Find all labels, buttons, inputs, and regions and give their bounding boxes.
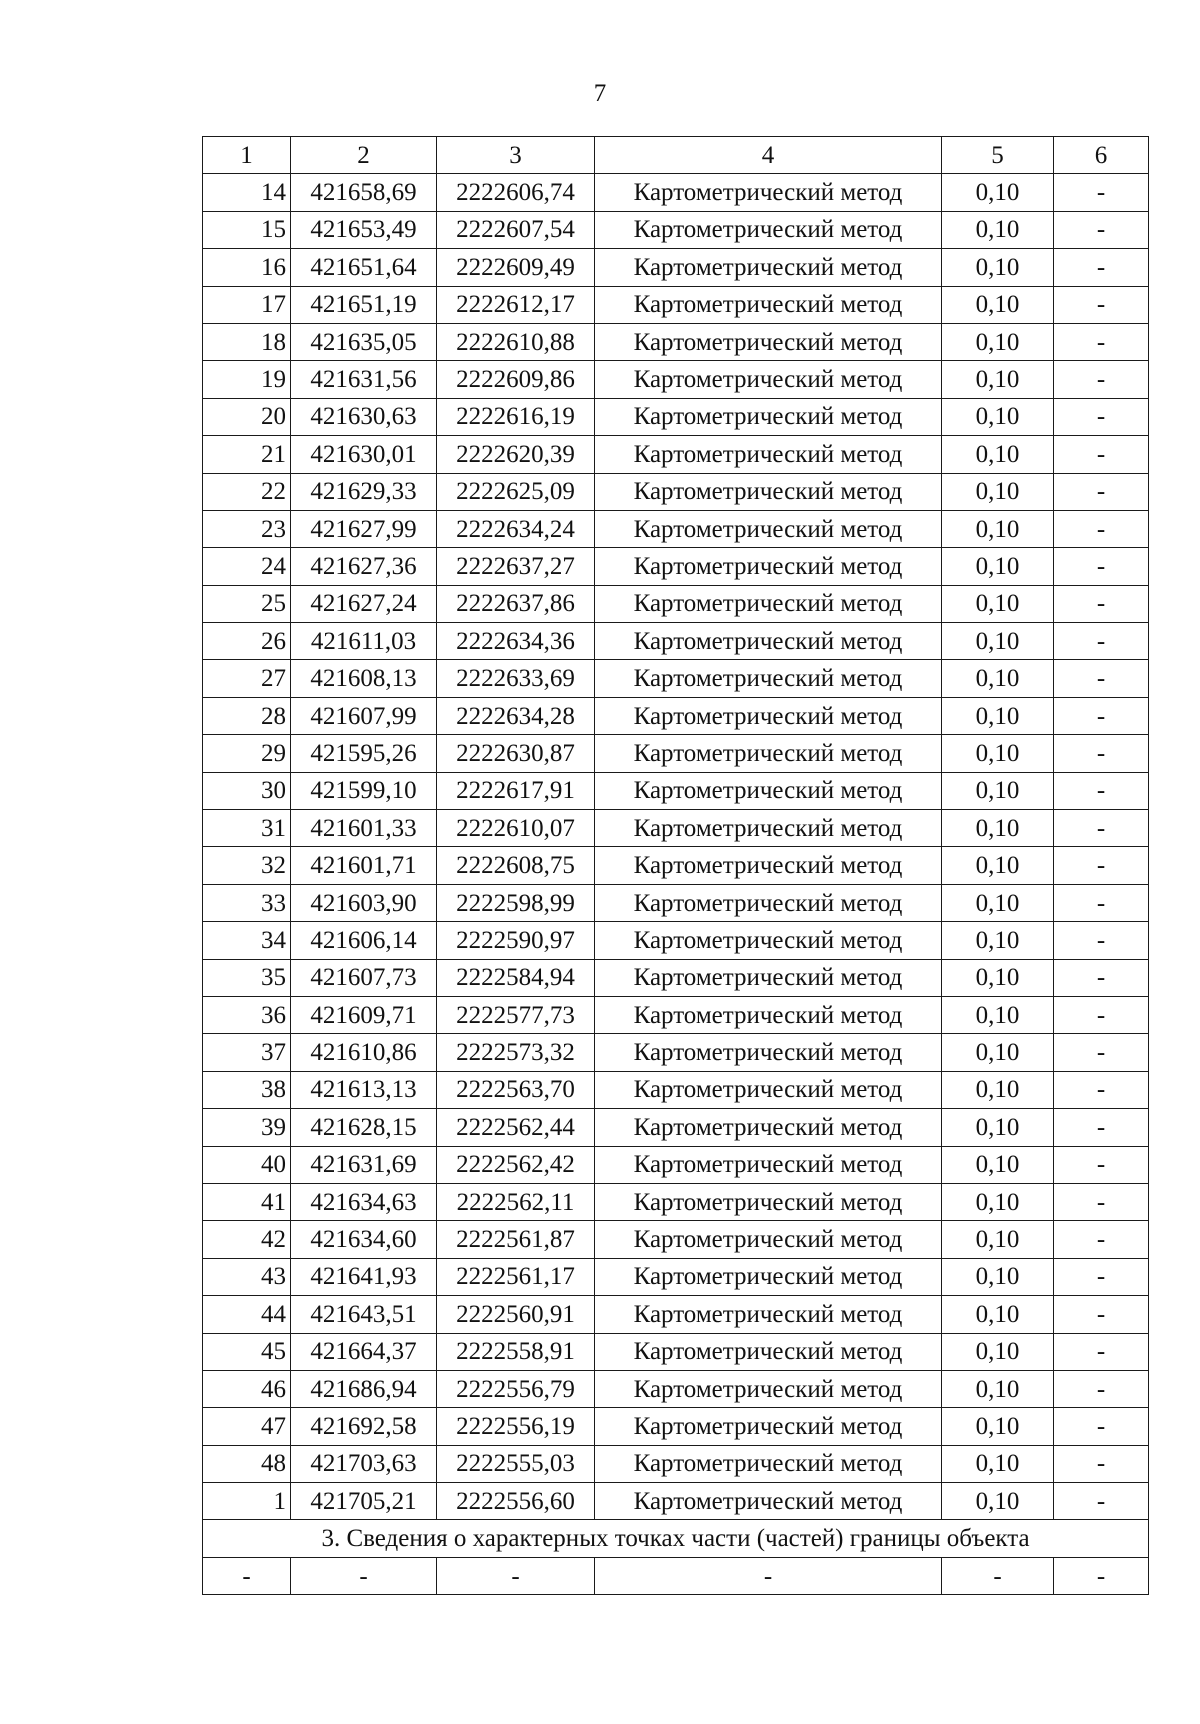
note-cell: - <box>1054 1483 1149 1520</box>
x-coordinate-cell: 421658,69 <box>291 174 437 211</box>
note-cell: - <box>1054 286 1149 323</box>
x-coordinate-cell: 421627,24 <box>291 585 437 622</box>
accuracy-cell: 0,10 <box>942 1483 1054 1520</box>
y-coordinate-cell: 2222616,19 <box>437 398 595 435</box>
method-cell: Картометрический метод <box>595 1370 942 1407</box>
note-cell: - <box>1054 1034 1149 1071</box>
table-row <box>203 810 1149 847</box>
point-number-cell: 1 <box>203 1483 291 1520</box>
table-row <box>203 996 1149 1033</box>
method-cell: Картометрический метод <box>595 211 942 248</box>
note-cell: - <box>1054 1370 1149 1407</box>
accuracy-cell: 0,10 <box>942 660 1054 697</box>
x-coordinate-cell: 421611,03 <box>291 623 437 660</box>
x-coordinate-cell: 421601,71 <box>291 847 437 884</box>
method-cell: Картометрический метод <box>595 1408 942 1445</box>
table-row <box>203 361 1149 398</box>
accuracy-cell: 0,10 <box>942 1408 1054 1445</box>
table-row <box>203 922 1149 959</box>
y-coordinate-cell: 2222633,69 <box>437 660 595 697</box>
table-row <box>203 548 1149 585</box>
x-coordinate-cell: 421630,01 <box>291 436 437 473</box>
y-coordinate-cell: 2222617,91 <box>437 772 595 809</box>
method-cell: Картометрический метод <box>595 286 942 323</box>
accuracy-cell: 0,10 <box>942 585 1054 622</box>
point-number-cell: 30 <box>203 772 291 809</box>
empty-cell: - <box>1054 1557 1149 1594</box>
table-row <box>203 1445 1149 1482</box>
page-number: 7 <box>593 80 607 107</box>
accuracy-cell: 0,10 <box>942 1109 1054 1146</box>
method-cell: Картометрический метод <box>595 398 942 435</box>
point-number-cell: 24 <box>203 548 291 585</box>
y-coordinate-cell: 2222590,97 <box>437 922 595 959</box>
table-row <box>203 697 1149 734</box>
header-cell: 4 <box>595 137 942 174</box>
note-cell: - <box>1054 660 1149 697</box>
section-empty-row <box>203 1557 1149 1594</box>
accuracy-cell: 0,10 <box>942 623 1054 660</box>
note-cell: - <box>1054 623 1149 660</box>
header-cell: 5 <box>942 137 1054 174</box>
table-row <box>203 510 1149 547</box>
method-cell: Картометрический метод <box>595 1034 942 1071</box>
boundary-points-table <box>202 136 1149 1595</box>
y-coordinate-cell: 2222556,19 <box>437 1408 595 1445</box>
accuracy-cell: 0,10 <box>942 810 1054 847</box>
x-coordinate-cell: 421651,64 <box>291 249 437 286</box>
note-cell: - <box>1054 436 1149 473</box>
y-coordinate-cell: 2222598,99 <box>437 884 595 921</box>
x-coordinate-cell: 421607,73 <box>291 959 437 996</box>
note-cell: - <box>1054 249 1149 286</box>
x-coordinate-cell: 421627,99 <box>291 510 437 547</box>
method-cell: Картометрический метод <box>595 548 942 585</box>
point-number-cell: 23 <box>203 510 291 547</box>
method-cell: Картометрический метод <box>595 996 942 1033</box>
y-coordinate-cell: 2222634,24 <box>437 510 595 547</box>
table-row <box>203 585 1149 622</box>
x-coordinate-cell: 421603,90 <box>291 884 437 921</box>
point-number-cell: 45 <box>203 1333 291 1370</box>
x-coordinate-cell: 421628,15 <box>291 1109 437 1146</box>
point-number-cell: 14 <box>203 174 291 211</box>
y-coordinate-cell: 2222563,70 <box>437 1071 595 1108</box>
note-cell: - <box>1054 1445 1149 1482</box>
table-row <box>203 1258 1149 1295</box>
x-coordinate-cell: 421610,86 <box>291 1034 437 1071</box>
x-coordinate-cell: 421631,56 <box>291 361 437 398</box>
point-number-cell: 44 <box>203 1296 291 1333</box>
method-cell: Картометрический метод <box>595 847 942 884</box>
note-cell: - <box>1054 1258 1149 1295</box>
point-number-cell: 27 <box>203 660 291 697</box>
accuracy-cell: 0,10 <box>942 847 1054 884</box>
x-coordinate-cell: 421601,33 <box>291 810 437 847</box>
table-row <box>203 660 1149 697</box>
section-title-row <box>203 1520 1149 1557</box>
empty-cell: - <box>203 1557 291 1594</box>
note-cell: - <box>1054 361 1149 398</box>
point-number-cell: 48 <box>203 1445 291 1482</box>
note-cell: - <box>1054 735 1149 772</box>
table-row <box>203 847 1149 884</box>
table-row <box>203 623 1149 660</box>
note-cell: - <box>1054 1333 1149 1370</box>
accuracy-cell: 0,10 <box>942 249 1054 286</box>
note-cell: - <box>1054 1146 1149 1183</box>
accuracy-cell: 0,10 <box>942 772 1054 809</box>
x-coordinate-cell: 421631,69 <box>291 1146 437 1183</box>
y-coordinate-cell: 2222558,91 <box>437 1333 595 1370</box>
point-number-cell: 35 <box>203 959 291 996</box>
header-cell: 6 <box>1054 137 1149 174</box>
point-number-cell: 41 <box>203 1183 291 1220</box>
accuracy-cell: 0,10 <box>942 323 1054 360</box>
note-cell: - <box>1054 211 1149 248</box>
x-coordinate-cell: 421595,26 <box>291 735 437 772</box>
method-cell: Картометрический метод <box>595 1258 942 1295</box>
method-cell: Картометрический метод <box>595 623 942 660</box>
x-coordinate-cell: 421705,21 <box>291 1483 437 1520</box>
y-coordinate-cell: 2222609,49 <box>437 249 595 286</box>
note-cell: - <box>1054 473 1149 510</box>
point-number-cell: 37 <box>203 1034 291 1071</box>
note-cell: - <box>1054 174 1149 211</box>
method-cell: Картометрический метод <box>595 1333 942 1370</box>
point-number-cell: 18 <box>203 323 291 360</box>
method-cell: Картометрический метод <box>595 735 942 772</box>
table-row <box>203 1296 1149 1333</box>
accuracy-cell: 0,10 <box>942 735 1054 772</box>
method-cell: Картометрический метод <box>595 585 942 622</box>
note-cell: - <box>1054 1071 1149 1108</box>
table-row <box>203 1221 1149 1258</box>
empty-cell: - <box>291 1557 437 1594</box>
x-coordinate-cell: 421634,60 <box>291 1221 437 1258</box>
note-cell: - <box>1054 884 1149 921</box>
y-coordinate-cell: 2222612,17 <box>437 286 595 323</box>
method-cell: Картометрический метод <box>595 1445 942 1482</box>
method-cell: Картометрический метод <box>595 884 942 921</box>
accuracy-cell: 0,10 <box>942 1221 1054 1258</box>
accuracy-cell: 0,10 <box>942 473 1054 510</box>
point-number-cell: 32 <box>203 847 291 884</box>
accuracy-cell: 0,10 <box>942 510 1054 547</box>
table-header-row <box>203 137 1149 174</box>
table-row <box>203 1146 1149 1183</box>
y-coordinate-cell: 2222634,36 <box>437 623 595 660</box>
y-coordinate-cell: 2222625,09 <box>437 473 595 510</box>
x-coordinate-cell: 421703,63 <box>291 1445 437 1482</box>
table-row <box>203 772 1149 809</box>
note-cell: - <box>1054 398 1149 435</box>
note-cell: - <box>1054 847 1149 884</box>
point-number-cell: 20 <box>203 398 291 435</box>
point-number-cell: 46 <box>203 1370 291 1407</box>
table-row <box>203 323 1149 360</box>
y-coordinate-cell: 2222555,03 <box>437 1445 595 1482</box>
table-row <box>203 959 1149 996</box>
method-cell: Картометрический метод <box>595 1183 942 1220</box>
method-cell: Картометрический метод <box>595 660 942 697</box>
x-coordinate-cell: 421607,99 <box>291 697 437 734</box>
empty-cell: - <box>942 1557 1054 1594</box>
y-coordinate-cell: 2222634,28 <box>437 697 595 734</box>
point-number-cell: 16 <box>203 249 291 286</box>
method-cell: Картометрический метод <box>595 174 942 211</box>
note-cell: - <box>1054 922 1149 959</box>
point-number-cell: 31 <box>203 810 291 847</box>
accuracy-cell: 0,10 <box>942 1370 1054 1407</box>
point-number-cell: 40 <box>203 1146 291 1183</box>
point-number-cell: 47 <box>203 1408 291 1445</box>
point-number-cell: 17 <box>203 286 291 323</box>
point-number-cell: 22 <box>203 473 291 510</box>
point-number-cell: 25 <box>203 585 291 622</box>
y-coordinate-cell: 2222556,79 <box>437 1370 595 1407</box>
y-coordinate-cell: 2222620,39 <box>437 436 595 473</box>
y-coordinate-cell: 2222561,17 <box>437 1258 595 1295</box>
x-coordinate-cell: 421664,37 <box>291 1333 437 1370</box>
x-coordinate-cell: 421692,58 <box>291 1408 437 1445</box>
accuracy-cell: 0,10 <box>942 1333 1054 1370</box>
x-coordinate-cell: 421609,71 <box>291 996 437 1033</box>
accuracy-cell: 0,10 <box>942 398 1054 435</box>
accuracy-cell: 0,10 <box>942 1034 1054 1071</box>
x-coordinate-cell: 421627,36 <box>291 548 437 585</box>
note-cell: - <box>1054 1408 1149 1445</box>
point-number-cell: 15 <box>203 211 291 248</box>
x-coordinate-cell: 421651,19 <box>291 286 437 323</box>
table-row <box>203 174 1149 211</box>
note-cell: - <box>1054 323 1149 360</box>
y-coordinate-cell: 2222584,94 <box>437 959 595 996</box>
note-cell: - <box>1054 810 1149 847</box>
table-row <box>203 249 1149 286</box>
method-cell: Картометрический метод <box>595 1296 942 1333</box>
x-coordinate-cell: 421635,05 <box>291 323 437 360</box>
x-coordinate-cell: 421599,10 <box>291 772 437 809</box>
method-cell: Картометрический метод <box>595 361 942 398</box>
method-cell: Картометрический метод <box>595 959 942 996</box>
point-number-cell: 19 <box>203 361 291 398</box>
y-coordinate-cell: 2222637,86 <box>437 585 595 622</box>
x-coordinate-cell: 421634,63 <box>291 1183 437 1220</box>
accuracy-cell: 0,10 <box>942 286 1054 323</box>
method-cell: Картометрический метод <box>595 323 942 360</box>
method-cell: Картометрический метод <box>595 249 942 286</box>
note-cell: - <box>1054 585 1149 622</box>
table-row <box>203 1370 1149 1407</box>
table-row <box>203 398 1149 435</box>
y-coordinate-cell: 2222610,88 <box>437 323 595 360</box>
table-row <box>203 735 1149 772</box>
y-coordinate-cell: 2222560,91 <box>437 1296 595 1333</box>
table-row <box>203 1483 1149 1520</box>
y-coordinate-cell: 2222561,87 <box>437 1221 595 1258</box>
note-cell: - <box>1054 996 1149 1033</box>
method-cell: Картометрический метод <box>595 436 942 473</box>
point-number-cell: 42 <box>203 1221 291 1258</box>
accuracy-cell: 0,10 <box>942 361 1054 398</box>
accuracy-cell: 0,10 <box>942 211 1054 248</box>
note-cell: - <box>1054 1183 1149 1220</box>
table-row <box>203 1109 1149 1146</box>
x-coordinate-cell: 421653,49 <box>291 211 437 248</box>
y-coordinate-cell: 2222562,42 <box>437 1146 595 1183</box>
accuracy-cell: 0,10 <box>942 1296 1054 1333</box>
table-row <box>203 436 1149 473</box>
method-cell: Картометрический метод <box>595 922 942 959</box>
section-title: 3. Сведения о характерных точках части (частей) границы объекта <box>203 1520 1149 1557</box>
y-coordinate-cell: 2222573,32 <box>437 1034 595 1071</box>
accuracy-cell: 0,10 <box>942 436 1054 473</box>
table-row <box>203 884 1149 921</box>
y-coordinate-cell: 2222577,73 <box>437 996 595 1033</box>
table-row <box>203 211 1149 248</box>
empty-cell: - <box>437 1557 595 1594</box>
y-coordinate-cell: 2222562,44 <box>437 1109 595 1146</box>
point-number-cell: 43 <box>203 1258 291 1295</box>
accuracy-cell: 0,10 <box>942 959 1054 996</box>
table-body <box>203 137 1149 1595</box>
header-cell: 3 <box>437 137 595 174</box>
point-number-cell: 39 <box>203 1109 291 1146</box>
y-coordinate-cell: 2222562,11 <box>437 1183 595 1220</box>
note-cell: - <box>1054 1296 1149 1333</box>
y-coordinate-cell: 2222607,54 <box>437 211 595 248</box>
y-coordinate-cell: 2222610,07 <box>437 810 595 847</box>
empty-cell: - <box>595 1557 942 1594</box>
header-cell: 1 <box>203 137 291 174</box>
point-number-cell: 36 <box>203 996 291 1033</box>
x-coordinate-cell: 421629,33 <box>291 473 437 510</box>
method-cell: Картометрический метод <box>595 510 942 547</box>
note-cell: - <box>1054 548 1149 585</box>
table-row <box>203 1333 1149 1370</box>
x-coordinate-cell: 421630,63 <box>291 398 437 435</box>
header-cell: 2 <box>291 137 437 174</box>
table-row <box>203 1183 1149 1220</box>
point-number-cell: 34 <box>203 922 291 959</box>
point-number-cell: 28 <box>203 697 291 734</box>
x-coordinate-cell: 421643,51 <box>291 1296 437 1333</box>
table-row <box>203 1034 1149 1071</box>
y-coordinate-cell: 2222609,86 <box>437 361 595 398</box>
method-cell: Картометрический метод <box>595 1221 942 1258</box>
table-row <box>203 473 1149 510</box>
y-coordinate-cell: 2222606,74 <box>437 174 595 211</box>
table-row <box>203 286 1149 323</box>
y-coordinate-cell: 2222630,87 <box>437 735 595 772</box>
point-number-cell: 26 <box>203 623 291 660</box>
method-cell: Картометрический метод <box>595 810 942 847</box>
note-cell: - <box>1054 510 1149 547</box>
accuracy-cell: 0,10 <box>942 1183 1054 1220</box>
accuracy-cell: 0,10 <box>942 1146 1054 1183</box>
y-coordinate-cell: 2222608,75 <box>437 847 595 884</box>
note-cell: - <box>1054 959 1149 996</box>
accuracy-cell: 0,10 <box>942 174 1054 211</box>
x-coordinate-cell: 421606,14 <box>291 922 437 959</box>
table-row <box>203 1408 1149 1445</box>
x-coordinate-cell: 421641,93 <box>291 1258 437 1295</box>
y-coordinate-cell: 2222637,27 <box>437 548 595 585</box>
note-cell: - <box>1054 1221 1149 1258</box>
method-cell: Картометрический метод <box>595 473 942 510</box>
note-cell: - <box>1054 697 1149 734</box>
method-cell: Картометрический метод <box>595 772 942 809</box>
point-number-cell: 21 <box>203 436 291 473</box>
x-coordinate-cell: 421686,94 <box>291 1370 437 1407</box>
accuracy-cell: 0,10 <box>942 1445 1054 1482</box>
note-cell: - <box>1054 772 1149 809</box>
y-coordinate-cell: 2222556,60 <box>437 1483 595 1520</box>
x-coordinate-cell: 421608,13 <box>291 660 437 697</box>
point-number-cell: 33 <box>203 884 291 921</box>
point-number-cell: 38 <box>203 1071 291 1108</box>
accuracy-cell: 0,10 <box>942 996 1054 1033</box>
method-cell: Картометрический метод <box>595 697 942 734</box>
table-row <box>203 1071 1149 1108</box>
x-coordinate-cell: 421613,13 <box>291 1071 437 1108</box>
method-cell: Картометрический метод <box>595 1483 942 1520</box>
accuracy-cell: 0,10 <box>942 1071 1054 1108</box>
accuracy-cell: 0,10 <box>942 884 1054 921</box>
note-cell: - <box>1054 1109 1149 1146</box>
accuracy-cell: 0,10 <box>942 548 1054 585</box>
accuracy-cell: 0,10 <box>942 922 1054 959</box>
accuracy-cell: 0,10 <box>942 697 1054 734</box>
method-cell: Картометрический метод <box>595 1071 942 1108</box>
point-number-cell: 29 <box>203 735 291 772</box>
method-cell: Картометрический метод <box>595 1146 942 1183</box>
method-cell: Картометрический метод <box>595 1109 942 1146</box>
accuracy-cell: 0,10 <box>942 1258 1054 1295</box>
